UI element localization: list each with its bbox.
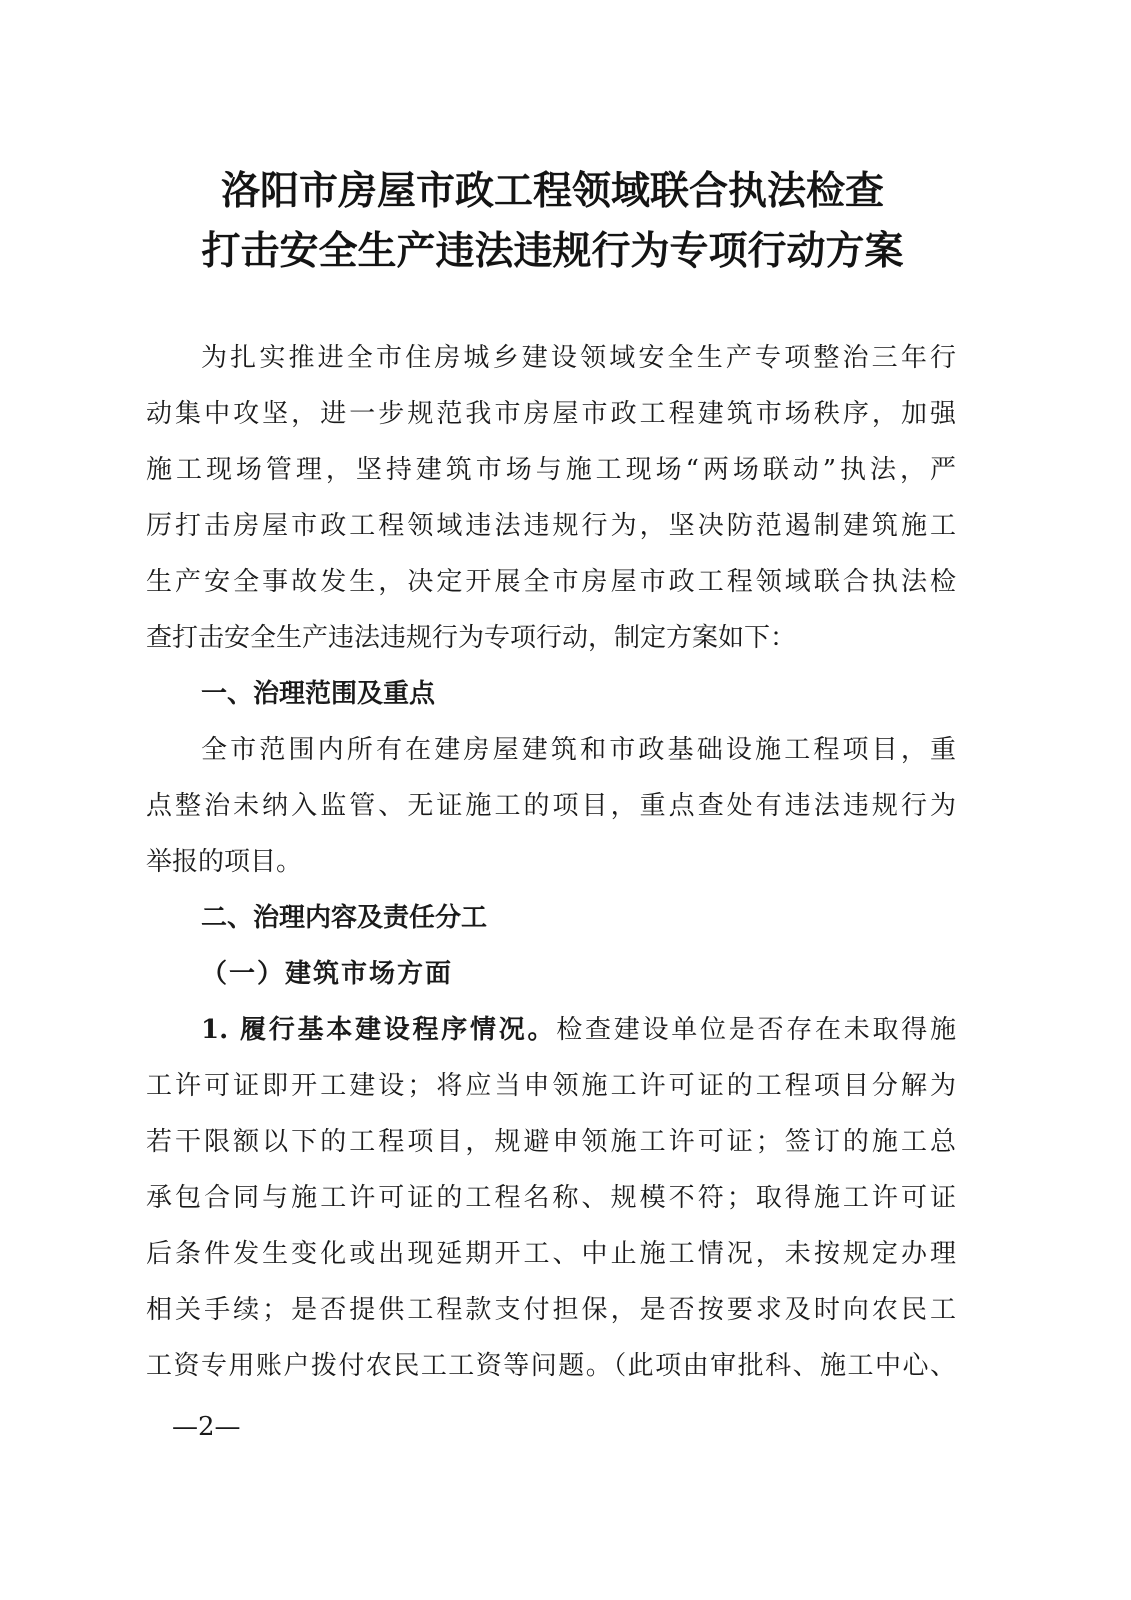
intro-line-3: 施工现场管理，坚持建筑市场与施工现场“两场联动”执法，严 — [146, 455, 956, 485]
item-1-first-line-text: 检查建设单位是否存在未取得施 — [556, 1015, 956, 1045]
item-1-line-6: 相关手续；是否提供工程款支付担保，是否按要求及时向农民工 — [146, 1295, 956, 1325]
item-1-lead: 1. 履行基本建设程序情况。 — [201, 1015, 557, 1045]
intro-line-5: 生产安全事故发生，决定开展全市房屋市政工程领域联合执法检 — [146, 567, 956, 597]
document-title-line-1: 洛阳市房屋市政工程领域联合执法检查 — [220, 168, 884, 214]
section-1-line-2: 点整治未纳入监管、无证施工的项目，重点查处有违法违规行为 — [146, 791, 956, 821]
document-title-line-2: 打击安全生产违法违规行为专项行动方案 — [201, 228, 904, 274]
item-1-line-2: 工许可证即开工建设；将应当申领施工许可证的工程项目分解为 — [146, 1071, 956, 1101]
item-1-line-7: 工资专用账户拨付农民工工资等问题。（此项由审批科、施工中心、 — [146, 1351, 956, 1381]
item-1-first-line — [201, 1010, 956, 1050]
item-1-line-4: 承包合同与施工许可证的工程名称、规模不符；取得施工许可证 — [146, 1183, 956, 1213]
intro-line-2: 动集中攻坚，进一步规范我市房屋市政工程建筑市场秩序，加强 — [146, 399, 956, 429]
section-2-heading: 二、治理内容及责任分工 — [201, 903, 488, 933]
section-1-heading: 一、治理范围及重点 — [201, 679, 436, 709]
intro-line-4: 厉打击房屋市政工程领域违法违规行为，坚决防范遏制建筑施工 — [146, 511, 956, 541]
section-1-line-3: 举报的项目。 — [146, 847, 303, 877]
item-1-line-5: 后条件发生变化或出现延期开工、中止施工情况，未按规定办理 — [146, 1239, 956, 1269]
intro-line-1: 为扎实推进全市住房城乡建设领域安全生产专项整治三年行 — [201, 343, 956, 373]
page-number: —2— — [172, 1412, 241, 1442]
intro-line-6: 查打击安全生产违法违规行为专项行动，制定方案如下： — [146, 623, 797, 653]
item-1-line-3: 若干限额以下的工程项目，规避申领施工许可证；签订的施工总 — [146, 1127, 956, 1157]
subsection-1-heading: （一）建筑市场方面 — [201, 959, 454, 989]
section-1-line-1: 全市范围内所有在建房屋建筑和市政基础设施工程项目，重 — [201, 735, 956, 765]
